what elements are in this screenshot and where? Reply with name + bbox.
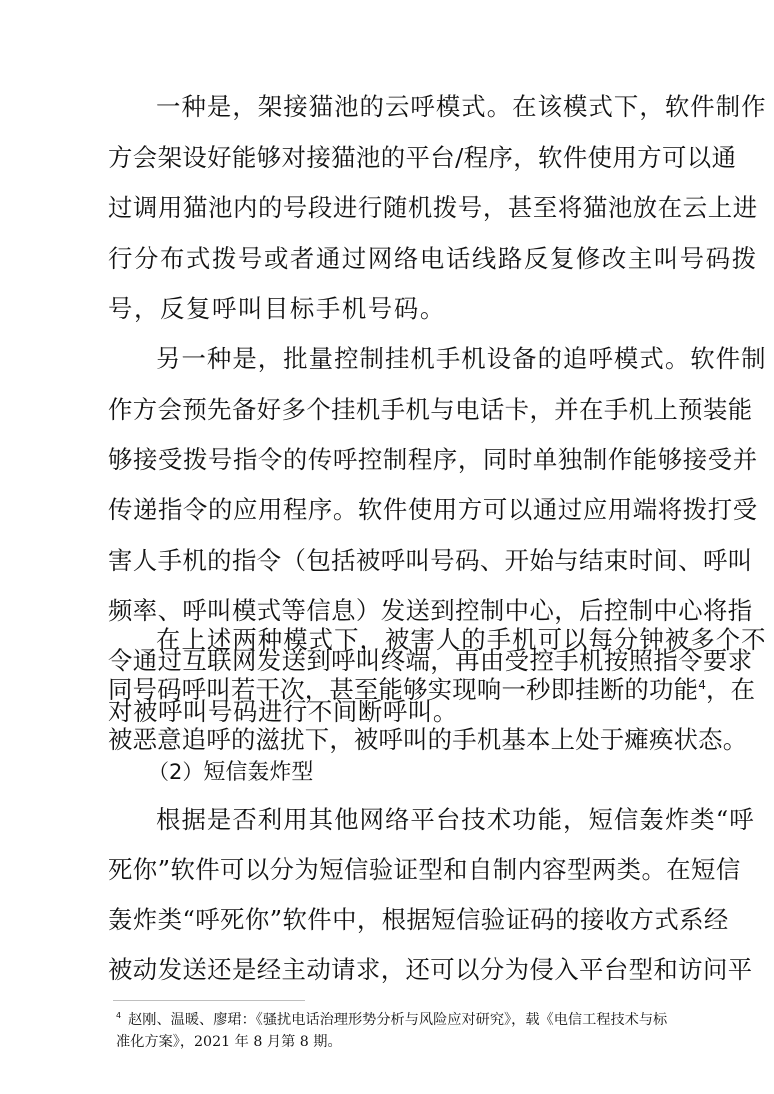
paragraph-1-line-4: 行分布式拨号或者通过网络电话线路反复修改主叫号码拨 xyxy=(108,244,758,273)
paragraph-1-line-5: 号，反复呼叫目标手机号码。 xyxy=(108,294,446,323)
paragraph-3-line-1: 在上述两种模式下，被害人的手机可以每分钟被多个不 xyxy=(156,625,767,654)
section-heading xyxy=(148,757,313,788)
paragraph-2-line-1: 另一种是，批量控制挂机手机设备的追呼模式。软件制 xyxy=(156,344,767,373)
paragraph-1-line-1: 一种是，架接猫池的云呼模式。在该模式下，软件制作 xyxy=(156,92,767,121)
footnote-line-2: 准化方案》，2021 年 8 月第 8 期。 xyxy=(116,1034,342,1050)
paragraph-4-line-3: 轰炸类“呼死你”软件中，根据短信验证码的接收方式系经 xyxy=(108,905,729,934)
paragraph-4-line-2: 死你”软件可以分为短信验证型和自制内容型两类。在短信 xyxy=(108,855,741,884)
section-heading-title: 短信轰炸型 xyxy=(203,760,314,785)
footnote-number: 4 xyxy=(116,1011,122,1021)
section-heading-number: （2） xyxy=(148,760,204,784)
paragraph-2-line-3: 够接受拨号指令的传呼控制程序，同时单独制作能够接受并 xyxy=(108,445,758,474)
paragraph-3-line-2 xyxy=(108,675,756,705)
paragraph-4-line-1: 根据是否利用其他网络平台技术功能，短信轰炸类“呼 xyxy=(156,805,755,834)
footnote-text-1: 赵刚、温暖、廖珺：《骚扰电话治理形势分析与风险应对研究》，载《电信工程技术与标 xyxy=(128,1012,668,1028)
paragraph-2-line-5: 害人手机的指令（包括被呼叫号码、开始与结束时间、呼叫 xyxy=(108,546,753,575)
paragraph-4-line-4: 被动发送还是经主动请求，还可以分为侵入平台型和访问平 xyxy=(108,955,753,984)
paragraph-3-line-3: 被恶意追呼的滋扰下，被呼叫的手机基本上处于瘫痪状态。 xyxy=(108,725,748,754)
paragraph-2-line-6: 频率、呼叫模式等信息）发送到控制中心，后控制中心将指 xyxy=(108,596,753,625)
paragraph-3-line-2-text: 同号码呼叫若干次，甚至能够实现响一秒即挂断的功能 xyxy=(108,675,699,704)
paragraph-1-line-2: 方会架设好能够对接猫池的平台/程序，软件使用方可以通 xyxy=(108,143,737,172)
paragraph-3-line-2-tail: ，在 xyxy=(706,675,756,704)
paragraph-1-line-3: 过调用猫池内的号段进行随机拨号，甚至将猫池放在云上进 xyxy=(108,193,758,222)
paragraph-2-line-4: 传递指令的应用程序。软件使用方可以通过应用端将拨打受 xyxy=(108,495,758,524)
footnote-reference[interactable]: 4 xyxy=(698,677,707,692)
paragraph-2-line-8: 对被呼叫号码进行不间断呼叫。 xyxy=(108,697,458,726)
paragraph-2-line-7: 令通过互联网发送到呼叫终端，再由受控手机按照指令要求 xyxy=(108,646,753,675)
paragraph-2-line-2: 作方会预先备好多个挂机手机与电话卡，并在手机上预装能 xyxy=(108,395,753,424)
